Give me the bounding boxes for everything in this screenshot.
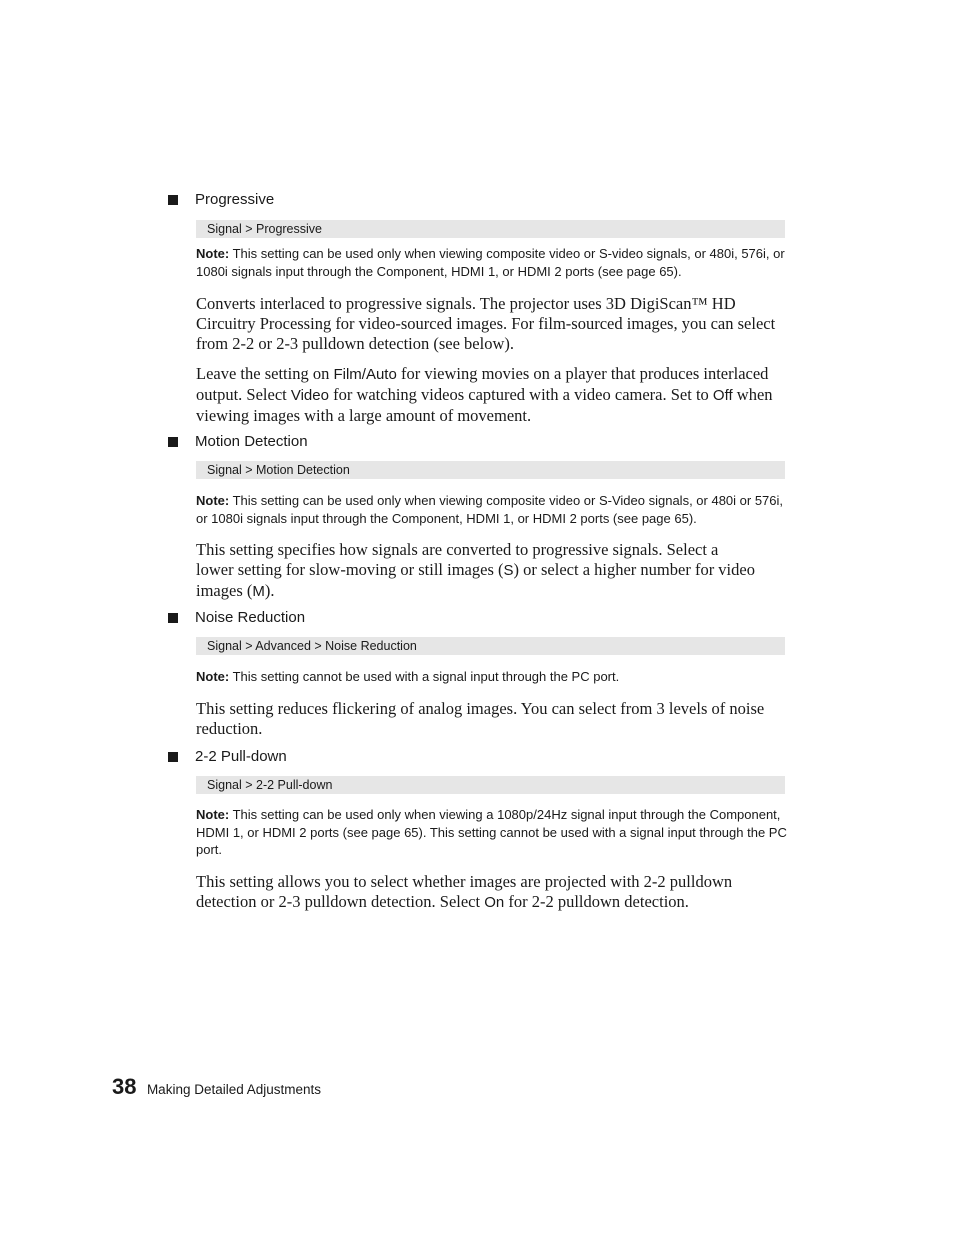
- text-run: This setting specifies how signals are converted to progressive signals. Select a lower setting for slow-moving or still images (: [196, 540, 719, 579]
- menu-path-bar: Signal > Progressive: [196, 220, 785, 238]
- note-label: Note:: [196, 669, 230, 684]
- page-footer: [112, 1074, 321, 1100]
- option-on: On: [484, 894, 505, 911]
- section-heading-progressive: [168, 191, 274, 208]
- section-heading-noise-reduction: [168, 609, 305, 626]
- menu-path-bar: Signal > Motion Detection: [196, 461, 785, 479]
- option-film-auto: Film/Auto: [333, 366, 397, 383]
- chapter-title: Making Detailed Adjustments: [146, 1082, 322, 1097]
- square-bullet-icon: [168, 195, 178, 205]
- body-paragraph: This setting reduces flickering of analog images. You can select from 3 levels of noise reduction.: [196, 699, 765, 738]
- text-run: for watching videos captured with a video camera. Set to: [328, 385, 713, 404]
- note-text: This setting can be used only when viewing composite video or S-Video signals, or 480i or 576i, or 1080i signals input through the Component, HDMI 1, or HDMI 2 ports (see page 65).: [196, 493, 784, 526]
- heading-text: 2-2 Pull-down: [195, 748, 287, 765]
- note-label: Note:: [196, 807, 230, 822]
- option-s: S: [503, 562, 514, 579]
- note-label: Note:: [196, 246, 230, 261]
- option-video: Video: [290, 387, 329, 404]
- text-run: when viewing images with a large amount of movement.: [196, 385, 773, 425]
- option-off: Off: [712, 387, 733, 404]
- note-block: [196, 668, 788, 686]
- menu-path-bar: Signal > 2-2 Pull-down: [196, 776, 785, 794]
- square-bullet-icon: [168, 752, 178, 762]
- option-m: M: [252, 583, 265, 600]
- note-block: [196, 806, 788, 859]
- heading-text: Noise Reduction: [195, 609, 306, 626]
- text-run: ) or select a higher number for video images (: [196, 560, 755, 600]
- body-paragraph: [196, 364, 788, 426]
- square-bullet-icon: [168, 613, 178, 623]
- note-text: This setting cannot be used with a signal input through the PC port.: [232, 669, 620, 684]
- note-label: Note:: [196, 493, 230, 508]
- square-bullet-icon: [168, 437, 178, 447]
- heading-text: Motion Detection: [195, 433, 308, 450]
- note-text: This setting can be used only when viewing composite video or S-video signals, or 480i, 576i, or 1080i signals input through the Component, HDMI 1, or HDMI 2 ports (see page 65).: [196, 246, 785, 279]
- note-block: [196, 492, 788, 527]
- note-block: [196, 245, 788, 280]
- text-run: ).: [264, 581, 275, 600]
- section-heading-motion-detection: [168, 433, 308, 450]
- text-run: This setting allows you to select whether images are projected with 2-2 pulldown detection or 2-3 pulldown detection. Select: [196, 872, 733, 911]
- text-run: for viewing movies on a player that produces interlaced output. Select: [196, 364, 769, 404]
- note-text: This setting can be used only when viewing a 1080p/24Hz signal input through the Component, HDMI 1, or HDMI 2 ports (see page 65). This setting cannot be used with a signal input through the PC port.: [196, 807, 787, 857]
- section-heading-2-2-pull-down: [168, 748, 287, 765]
- menu-path-bar: Signal > Advanced > Noise Reduction: [196, 637, 785, 655]
- body-paragraph: Converts interlaced to progressive signals. The projector uses 3D DigiScan™ HD Circuitry Processing for video-sourced images. For film-sourced images, you can select from 2-2 or 2-3 pulldown detection (see below).: [196, 294, 776, 353]
- text-run: Leave the setting on: [196, 364, 334, 383]
- page-number: 38: [112, 1074, 137, 1099]
- body-paragraph: [196, 540, 756, 602]
- heading-text: Progressive: [195, 191, 275, 208]
- text-run: for 2-2 pulldown detection.: [504, 892, 689, 911]
- body-paragraph: [196, 872, 756, 913]
